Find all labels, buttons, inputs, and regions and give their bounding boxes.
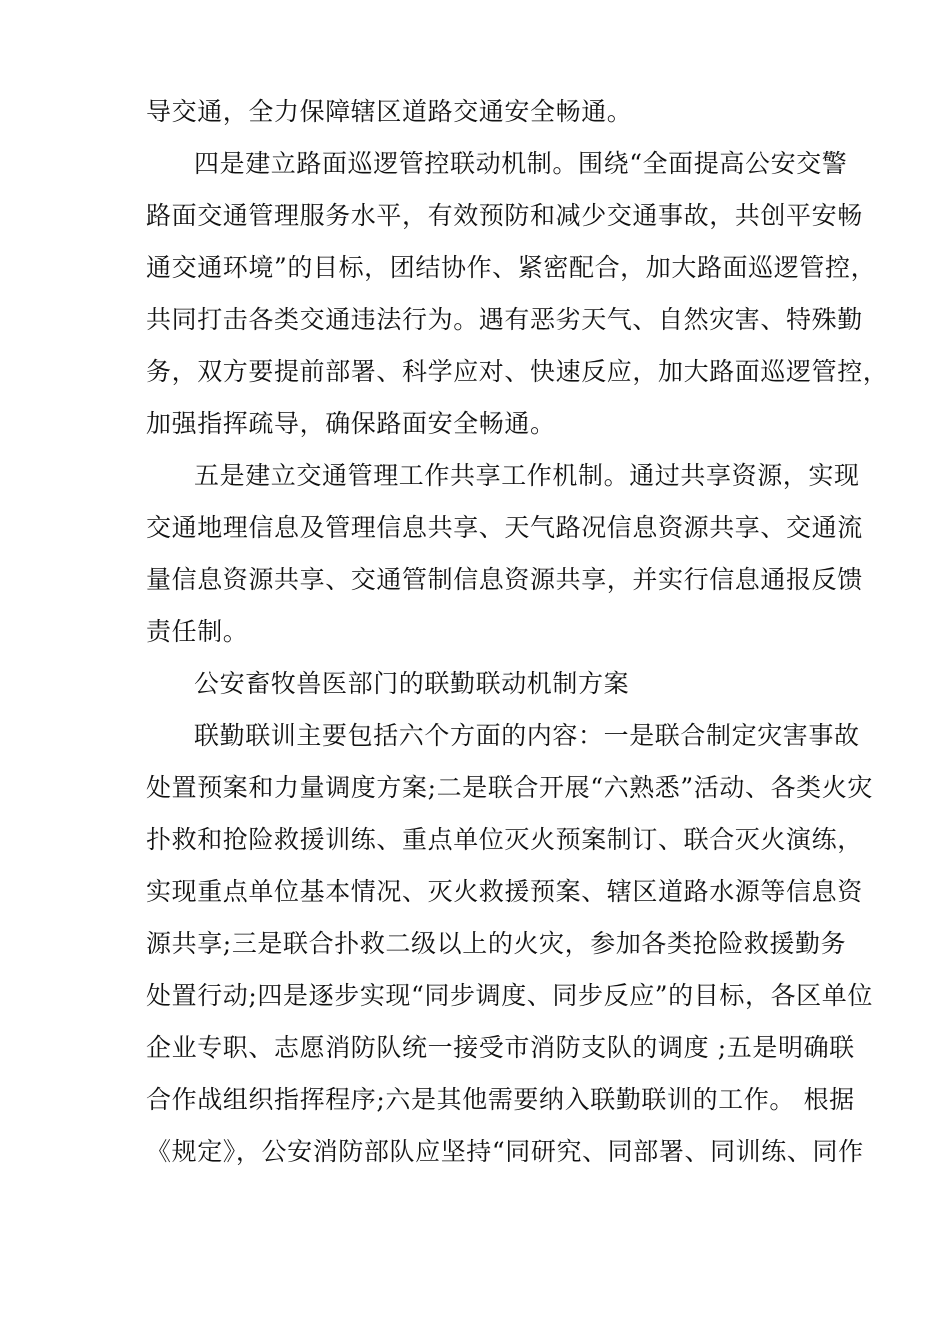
text-line: 量信息资源共享、交通管制信息资源共享，并实行信息通报反馈 bbox=[146, 565, 863, 594]
text-line: 实现重点单位基本情况、灭火救援预案、辖区道路水源等信息资 bbox=[146, 877, 863, 906]
text-line: 导交通，全力保障辖区道路交通安全畅通。 bbox=[146, 97, 633, 126]
text-line: 企业专职、志愿消防队统一接受市消防支队的调度 ;五是明确联 bbox=[146, 1033, 855, 1062]
text-line: 路面交通管理服务水平，有效预防和减少交通事故，共创平安畅 bbox=[146, 201, 863, 230]
text-line: 扑救和抢险救援训练、重点单位灭火预案制订、联合灭火演练， bbox=[146, 825, 863, 854]
paragraph-start-line: 联勤联训主要包括六个方面的内容：一是联合制定灾害事故 bbox=[194, 721, 860, 750]
section-heading: 公安畜牧兽医部门的联勤联动机制方案 bbox=[194, 669, 630, 698]
text-line: 加强指挥疏导，确保路面安全畅通。 bbox=[146, 409, 556, 438]
document-body bbox=[146, 86, 889, 1178]
text-line: 交通地理信息及管理信息共享、天气路况信息资源共享、交通流 bbox=[146, 513, 863, 542]
text-line: 源共享;三是联合扑救二级以上的火灾，参加各类抢险救援勤务 bbox=[146, 929, 847, 958]
text-line: 共同打击各类交通违法行为。遇有恶劣天气、自然灾害、特殊勤 bbox=[146, 305, 863, 334]
text-line: 通交通环境”的目标，团结协作、紧密配合，加大路面巡逻管控， bbox=[146, 253, 877, 282]
text-line: 合作战组织指挥程序;六是其他需要纳入联勤联训的工作。 根据 bbox=[146, 1085, 855, 1114]
paragraph-start-line: 四是建立路面巡逻管控联动机制。围绕“全面提高公安交警 bbox=[194, 149, 848, 178]
text-line: 处置预案和力量调度方案;二是联合开展“六熟悉”活动、各类火灾 bbox=[146, 773, 873, 802]
text-line: 责任制。 bbox=[146, 617, 249, 646]
paragraph-start-line: 五是建立交通管理工作共享工作机制。通过共享资源，实现 bbox=[194, 461, 860, 490]
text-line: 《规定》，公安消防部队应坚持“同研究、同部署、同训练、同作 bbox=[146, 1137, 864, 1166]
text-line: 务，双方要提前部署、科学应对、快速反应，加大路面巡逻管控， bbox=[146, 357, 889, 386]
text-line: 处置行动;四是逐步实现“同步调度、同步反应”的目标，各区单位 bbox=[146, 981, 873, 1010]
